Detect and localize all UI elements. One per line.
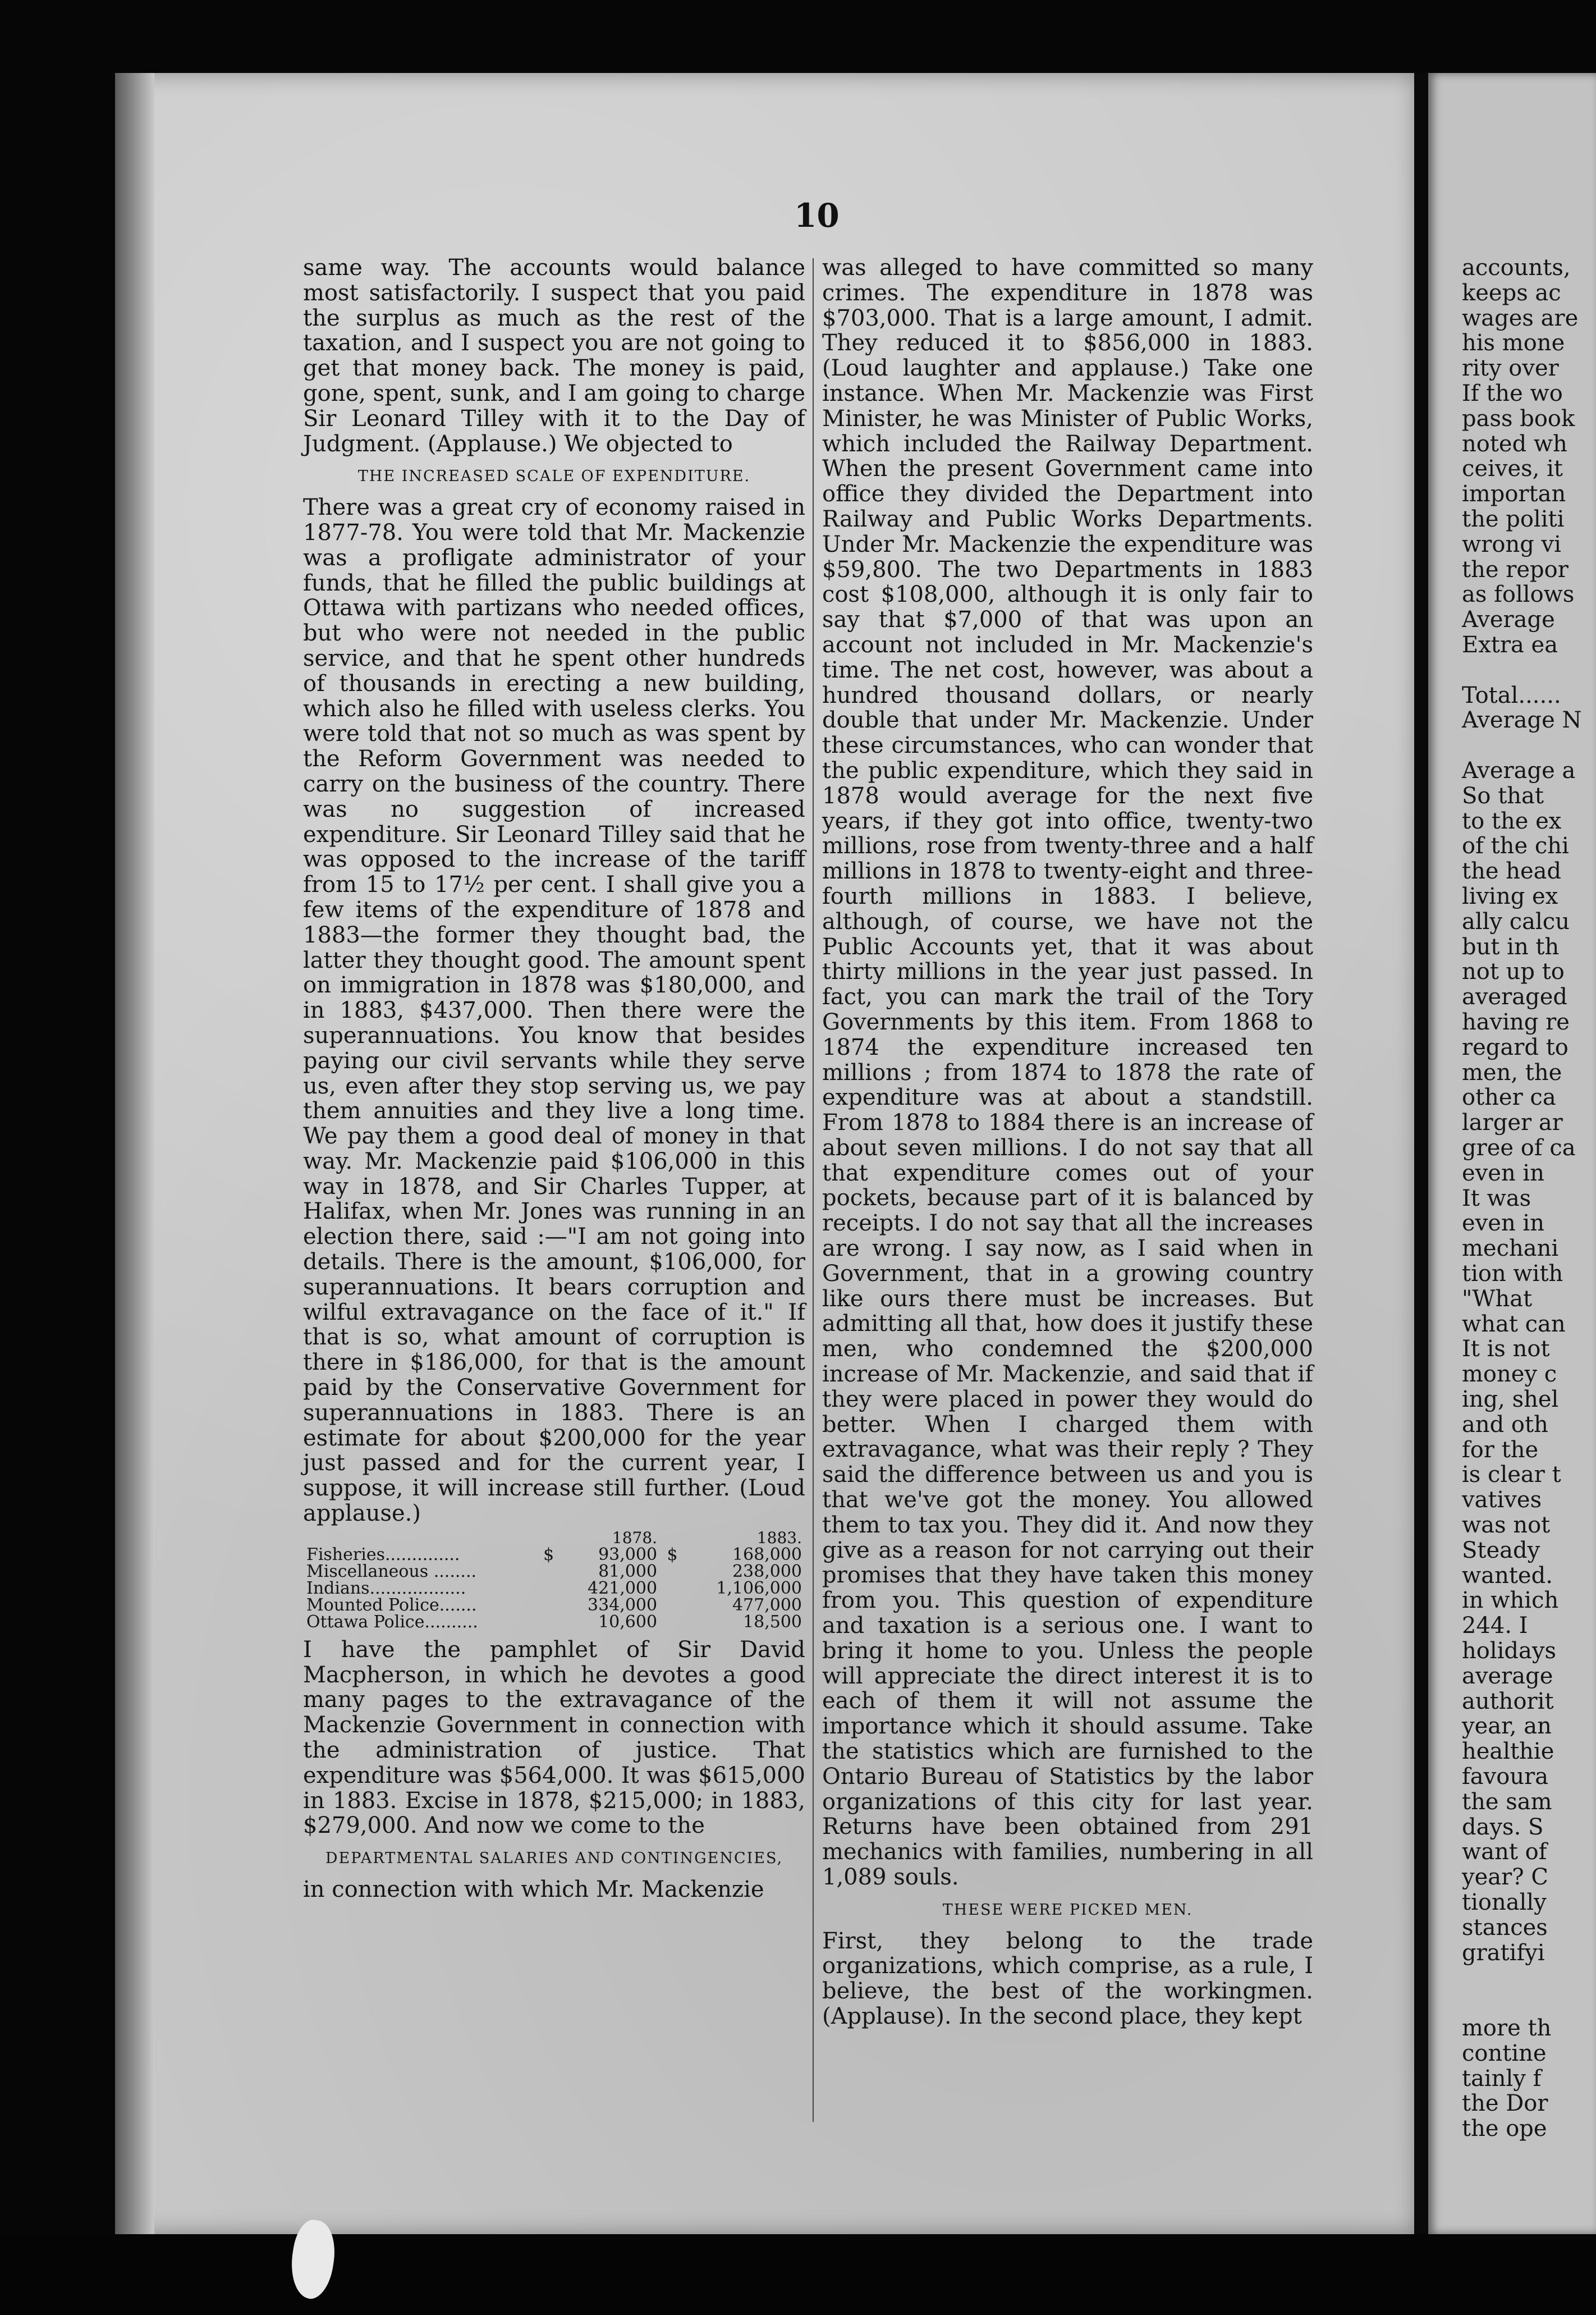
table-cell-1883: 1,106,000 (716, 1578, 802, 1598)
scan-border-bottom (0, 2234, 1596, 2315)
adjacent-page-line: It was (1462, 1185, 1531, 1211)
adjacent-page-line: stances (1462, 1914, 1548, 1941)
table-cell-currency (661, 1597, 684, 1614)
adjacent-page-line: days. S (1462, 1814, 1544, 1840)
adjacent-page-line: in which (1462, 1587, 1559, 1614)
adjacent-page-line: to the ex (1462, 808, 1562, 834)
adjacent-page-line: Steady (1462, 1537, 1540, 1563)
adjacent-page-line: vatives (1462, 1487, 1542, 1513)
adjacent-page-line: the politi (1462, 506, 1565, 532)
table-cell-1883: 168,000 (732, 1544, 802, 1564)
adjacent-page-line: Total...... (1462, 682, 1561, 708)
adjacent-page-line: contine (1462, 2040, 1547, 2066)
table-cell-currency (661, 1614, 684, 1631)
page-binding-edge (115, 73, 154, 2234)
table-cell-item: Miscellaneous ........ (306, 1561, 477, 1581)
section-heading: THE INCREASED SCALE OF EXPENDITURE. (357, 468, 751, 486)
adjacent-page-line: the Dor (1462, 2090, 1548, 2117)
adjacent-page-line: mechani (1462, 1236, 1559, 1262)
section-heading: DEPARTMENTAL SALARIES AND CONTINGENCIES, (325, 1850, 783, 1868)
table-row (303, 1597, 805, 1614)
adjacent-page-line: having re (1462, 1009, 1570, 1035)
adjacent-page-line: ally calcu (1462, 908, 1570, 935)
adjacent-page-line: tainly f (1462, 2065, 1542, 2092)
table-header-year-1883: 1883. (756, 1528, 802, 1547)
adjacent-page-line: ceives, it (1462, 456, 1563, 482)
table-cell-item: Mounted Police....... (306, 1595, 477, 1615)
adjacent-page-line: So that (1462, 783, 1544, 809)
adjacent-page-line: not up to (1462, 959, 1565, 985)
adjacent-page-line: his mone (1462, 330, 1565, 356)
page-number: 10 (794, 196, 840, 235)
adjacent-page-line: healthie (1462, 1738, 1554, 1765)
table-cell-currency: $ (543, 1544, 554, 1564)
adjacent-page-line: the head (1462, 858, 1562, 885)
adjacent-page-line: larger ar (1462, 1110, 1563, 1136)
adjacent-page-line: what can (1462, 1311, 1566, 1337)
table-cell-item: Indians.................. (306, 1578, 466, 1598)
adjacent-page-line: pass book (1462, 405, 1575, 432)
adjacent-page-line: 244. I (1462, 1613, 1528, 1639)
scan-border-left (0, 0, 123, 2315)
table-cell-currency (661, 1580, 684, 1597)
adjacent-page-line: favoura (1462, 1764, 1549, 1790)
adjacent-page-line: averaged (1462, 984, 1567, 1010)
adjacent-page-line: If the wo (1462, 381, 1563, 406)
adjacent-page-line: It is not (1462, 1336, 1550, 1362)
adjacent-page-line: tion with (1462, 1261, 1563, 1287)
adjacent-page-line: tionally (1462, 1889, 1547, 1915)
paragraph: same way. The accounts would balance most satisfactorily. I suspect that you paid the surplus as much as the rest of the taxation, and I suspect you are not going to get that money back. The money is paid, gone, spent, sunk, and I am going to charge Sir Leonard Tilley with it to the Day of Judgment. (Applause.) We objected to (303, 255, 805, 457)
adjacent-page-line: ing, shel (1462, 1387, 1559, 1412)
table-row (303, 1563, 805, 1580)
adjacent-page-line: of the chi (1462, 833, 1569, 859)
adjacent-page-line: and oth (1462, 1411, 1548, 1438)
adjacent-page-line: was not (1462, 1512, 1551, 1538)
table-cell-currency (661, 1563, 684, 1580)
adjacent-page-line: Average N (1462, 707, 1582, 734)
table-header-row (303, 1530, 805, 1547)
adjacent-page-line: noted wh (1462, 431, 1567, 457)
table-cell-currency (537, 1614, 561, 1631)
paragraph: in connection with which Mr. Mackenzie (303, 1877, 764, 1903)
adjacent-page-line: for the (1462, 1436, 1539, 1463)
adjacent-page-line: living ex (1462, 884, 1558, 909)
table-cell-1878: 93,000 (598, 1544, 658, 1564)
adjacent-page-line: gratifyi (1462, 1939, 1545, 1966)
table-cell-item: Fisheries.............. (306, 1544, 460, 1564)
table-cell-currency: $ (667, 1544, 678, 1564)
paragraph: There was a great cry of economy raised in 1877-78. You were told that Mr. Mackenzie was a profligate administrator of your funds, that he filled the public buildings at Ottawa with partizans who needed offices, but who were not needed in the public service, and that he spent other hundreds of thousands in erecting a new building, which also he filled with useless clerks. You were told that not so much as was spent by the Reform Government was needed to carry on the business of the country. There was no suggestion of increased expenditure. Sir Leonard Tilley said that he was opposed to the increase of the tariff from 15 to 17½ per cent. I shall give you a few items of the expenditure of 1878 and 1883—the former they thought bad, the latter they thought good. The amount spent on immigration in 1878 was $180,000, and in 1883, $437,000. Then there were the superannuations. You know that besides paying our civil servants while they serve us, even after they stop serving us, we pay them annuities and they live a long time. We pay them a good deal of money in that way. Mr. Mackenzie paid $106,000 in this way in 1878, and Sir Charles Tupper, at Halifax, when Mr. Jones was running in an election there, said :—"I am not going into details. There is the amount, $106,000, for superannuations. It bears corruption and wilful extravagance on the face of it." If that is so, what amount of corruption is there in $186,000, for that is the amount paid by the Conservative Government for superannuations in 1883. There is an estimate for about $200,000 for the year just passed and for the current year, I suppose, it will increase still further. (Loud applause.) (303, 495, 805, 1527)
table-cell-1883: 238,000 (732, 1561, 802, 1581)
table-cell-1878: 10,600 (598, 1612, 658, 1632)
adjacent-page-line: authorit (1462, 1688, 1554, 1714)
adjacent-page-line: gree of ca (1462, 1135, 1576, 1161)
adjacent-page-line: Average (1462, 607, 1555, 633)
adjacent-page-line: Extra ea (1462, 632, 1558, 658)
adjacent-page-line: importan (1462, 481, 1566, 507)
adjacent-page-line: the ope (1462, 2116, 1547, 2142)
adjacent-page-line: year? C (1462, 1864, 1549, 1891)
table-cell-1878: 421,000 (588, 1578, 658, 1598)
paragraph: I have the pamphlet of Sir David Macpherson, in which he devotes a good many pages to the extravagance of the Mackenzie Government in connection with the administration of justice. That expenditure was $564,000. It was $615,000 in 1883. Excise in 1878, $215,000; in 1883, $279,000. And now we come to the (303, 1636, 805, 1839)
paragraph: First, they belong to the trade organizations, which comprise, as a rule, I believe, the best of the workingmen. (Applause). In the second place, they kept (822, 1928, 1313, 2029)
adjacent-page-line: other ca (1462, 1085, 1556, 1111)
adjacent-page-line: wrong vi (1462, 531, 1561, 557)
adjacent-page-line: the repor (1462, 556, 1569, 583)
adjacent-page-line: money c (1462, 1361, 1557, 1388)
text-column-2 (822, 255, 1313, 2029)
adjacent-page-line: accounts, (1462, 255, 1571, 281)
adjacent-page-line: Average a (1462, 758, 1576, 784)
section-heading: THESE WERE PICKED MEN. (942, 1901, 1193, 1919)
table-cell-1883: 18,500 (743, 1612, 802, 1632)
adjacent-page-line: but in th (1462, 934, 1560, 960)
adjacent-page-line: even in (1462, 1160, 1544, 1186)
adjacent-page-line: average (1462, 1663, 1553, 1689)
adjacent-page-line: keeps ac (1462, 280, 1561, 306)
adjacent-page-line: regard to (1462, 1034, 1569, 1060)
adjacent-page-line: rity over (1462, 355, 1559, 382)
adjacent-page-line: holidays (1462, 1638, 1557, 1664)
table-row (303, 1580, 805, 1597)
table-cell-currency (537, 1563, 561, 1580)
adjacent-page-line: as follows (1462, 582, 1575, 608)
adjacent-page-line: wages are (1462, 305, 1579, 331)
paragraph: was alleged to have committed so many crimes. The expenditure in 1878 was $703,000. That is a large amount, I admit. They reduced it to $856,000 in 1883. (Loud laughter and applause.) Take one instance. When Mr. Mackenzie was First Minister, he was Minister of Public Works, which included the Railway Department. When the present Government came into office they divided the Department into Railway and Public Works Departments. Under Mr. Mackenzie the expenditure was $59,800. The two Departments in 1883 cost $108,000, although it is only fair to say that $7,000 of that was upon an account not included in Mr. Mackenzie's time. The net cost, however, was about a hundred thousand dollars, or nearly double that under Mr. Mackenzie. Under these circumstances, who can wonder that the public expenditure, which they said in 1878 would average for the next five years, if they got into office, twenty-two millions, rose from twenty-three and a half millions in 1878 to twenty-eight and three-fourth millions in 1883. I believe, although, of course, we have not the Public Accounts yet, that it was about thirty millions in the year just passed. In fact, you can mark the trail of the Tory Governments by this item. From 1868 to 1874 the expenditure increased ten millions ; from 1874 to 1878 the rate of expenditure was at about a standstill. From 1878 to 1884 there is an increase of about seven millions. I do not say that all that expenditure comes out of your pockets, because part of it is balanced by receipts. I do not say that all the increases are wrong. I say now, as I said when in Government, that in a growing country like ours there must be increases. But admitting all that, how does it justify these men, who condemned the $200,000 increase of Mr. Mackenzie, and said that if they were placed in power they would do better. When I charged them with extravagance, what was their reply ? They said the difference between us and you is that we've got the money. You allowed them to tax you. They did it. And now they give as a reason for not carrying out their promises that they have taken this money from you. This question of expenditure and taxation is a serious one. I want to bring it home to you. Unless the people will appreciate the direct interest it is to each of them it will not assume the importance which it should assume. Take the statistics which are furnished to the Ontario Bureau of Statistics by the labor organizations of this city for last year. Returns have been obtained from 291 mechanics with families, numbering in all 1,089 souls. (822, 255, 1313, 1890)
column-rule (813, 258, 814, 2122)
table-cell-item: Ottawa Police.......... (306, 1612, 478, 1632)
adjacent-page-line: more th (1462, 2015, 1552, 2041)
table-cell-currency (537, 1597, 561, 1614)
table-cell-1878: 334,000 (588, 1595, 658, 1615)
adjacent-page-line: even in (1462, 1210, 1544, 1237)
table-row (303, 1547, 805, 1563)
table-header-blank (661, 1530, 684, 1547)
adjacent-page-line: is clear t (1462, 1462, 1561, 1488)
adjacent-page-line: the sam (1462, 1788, 1552, 1815)
table-header-blank (303, 1530, 537, 1547)
table-header-blank (537, 1530, 561, 1547)
table-cell-currency (537, 1580, 561, 1597)
table-row (303, 1614, 805, 1631)
expenditure-table (303, 1530, 805, 1631)
adjacent-page-line: men, the (1462, 1059, 1562, 1086)
adjacent-page-line: wanted. (1462, 1562, 1553, 1589)
adjacent-page-line: year, an (1462, 1713, 1552, 1740)
table-cell-1878: 81,000 (598, 1561, 658, 1581)
scan-border-top (0, 0, 1596, 73)
text-column-1 (303, 255, 805, 1902)
table-header-year-1878: 1878. (612, 1528, 658, 1547)
adjacent-page-line: "What (1462, 1285, 1533, 1312)
adjacent-page-line: want of (1462, 1839, 1547, 1865)
table-cell-1883: 477,000 (732, 1595, 802, 1615)
